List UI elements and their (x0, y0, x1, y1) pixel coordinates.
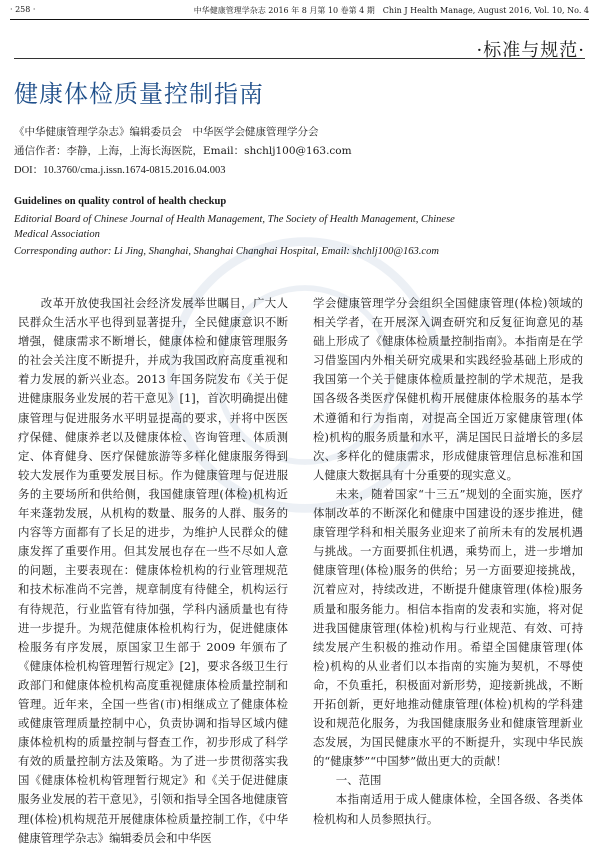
body-paragraph: 学会健康管理学分会组织全国健康管理(体检)领域的相关学者，在开展深入调查研究和反复征询意见的基础上形成了《健康体检质量控制指南》。本指南是在学习借鉴国内外相关研究成果和实践经验基础上形成的我国第一个关于健康体检质量控制的学术规范，是我国各级各类医疗保健机构开展健康体检服务的基本学术遵循和行为指南，对提高全国近万家健康管理(体检)机构的服务质量和水平，满足国民日益增长的多层次、多样化的健康需求，形成健康管理信息标准和国人健康大数据具有十分重要的现实意义。 (313, 296, 583, 482)
authors-en-line1: Editorial Board of Chinese Journal of Health Management, The Society of Health Management, Chinese (14, 214, 455, 225)
correspondence-en: Corresponding author: Li Jing, Shanghai, Shanghai Changhai Hospital, Email: shchlj100@163.com (14, 246, 439, 257)
journal-line: 中华健康管理学杂志 2016 年 8 月第 10 卷第 4 期 Chin J Health Manage, August 2016, Vol. 10, No. 4 (193, 6, 589, 15)
title-en: Guidelines on quality control of health checkup (14, 196, 227, 207)
header-rule (10, 19, 589, 20)
body-paragraph: 本指南适用于成人健康体检，全国各级、各类体检机构和人员参照执行。 (313, 792, 583, 826)
body-paragraph: 未来，随着国家“十三五”规划的全面实施，医疗体制改革的不断深化和健康中国建设的逐步推进，健康管理学科和相关服务业迎来了前所未有的发展机遇与挑战。一方面要抓住机遇，乘势而上，进一步增加健康管理(体检)服务的供给；另一方面要迎接挑战，沉着应对，持续改进，不断提升健康管理(体检)服务质量和服务能力。相信本指南的发表和实施，将对促进我国健康管理(体检)机构与行业规范、有效、可持续发展产生积极的推动作用。希望全国健康管理(体检)机构的从业者们以本指南的实施为契机，不辱使命，不负重托，积极面对新形势，迎接新挑战，不断开拓创新，更好地推动健康管理(体检)机构的学科建设和规范化服务，为我国健康服务业和健康管理新业态发展，为国民健康水平的不断提升，实现中华民族的“健康梦”“中国梦”做出更大的贡献！ (313, 486, 583, 769)
body-column-right (313, 294, 583, 829)
section-heading-scope: 一、范围 (335, 773, 382, 788)
section-label: ·标准与规范· (476, 40, 585, 61)
article-title: 健康体检质量控制指南 (14, 80, 264, 108)
body-column-left (18, 294, 288, 848)
section-rule (14, 58, 585, 59)
page-number: · 258 · (10, 5, 36, 14)
running-header (10, 4, 589, 18)
correspondence-cn: 通信作者：李静，上海，上海长海医院，Email：shchlj100@163.com (14, 145, 352, 157)
authors-en-line2: Medical Association (14, 229, 100, 240)
doi: DOI：10.3760/cma.j.issn.1674-0815.2016.04.003 (14, 165, 226, 176)
body-paragraph: 改革开放使我国社会经济发展举世瞩目，广大人民群众生活水平也得到显著提升，全民健康意识不断增强，健康需求不断增长，健康体检和健康管理服务的社会关注度不断提升，并成为我国政府高度重视和着力发展的新兴业态。2013 年国务院发布《关于促进健康服务业发展的若干意见》[1]，首次明确提出健康管理与促进服务水平明显提高的要求，并将中医医疗保健、健康养老以及健康体检、咨询管理、体质测定、体育健身、医疗保健旅游等多样化健康服务得到较大发展作为重要发展目标。作为健康管理与促进服务的主要场所和供给侧，我国健康管理(体检)机构近年来蓬勃发展，从机构的数量、服务的人群、服务的内容等方面都有了长足的进步，为维护人民群众的健康发挥了重要作用。但其发展也存在一些不尽如人意的问题，主要表现在：健康体检机构的行业管理规范和技术标准尚不完善，规章制度有待健全，机构运行有待规范，行业监管有待加强，学科内涵质量也有待进一步提升。为规范健康体检机构行为，促进健康体检服务有序发展，原国家卫生部于 2009 年颁布了《健康体检机构管理暂行规定》[2]，要求各级卫生行政部门和健康体检机构高度重视健康体检质量控制和管理。近年来，全国一些省(市)相继成立了健康体检或健康管理质量控制中心，负责协调和指导区域内健康体检机构的质量控制与督查工作，初步形成了科学有效的质量控制方法及策略。为了进一步贯彻落实我国《健康体检机构管理暂行规定》和《关于促进健康服务业发展的若干意见》，引领和指导全国各地健康管理(体检)机构规范开展健康体检质量控制工作，《中华健康管理学杂志》编辑委员会和中华医 (18, 296, 288, 845)
authors-cn: 《中华健康管理学杂志》编辑委员会 中华医学会健康管理学分会 (14, 126, 319, 138)
